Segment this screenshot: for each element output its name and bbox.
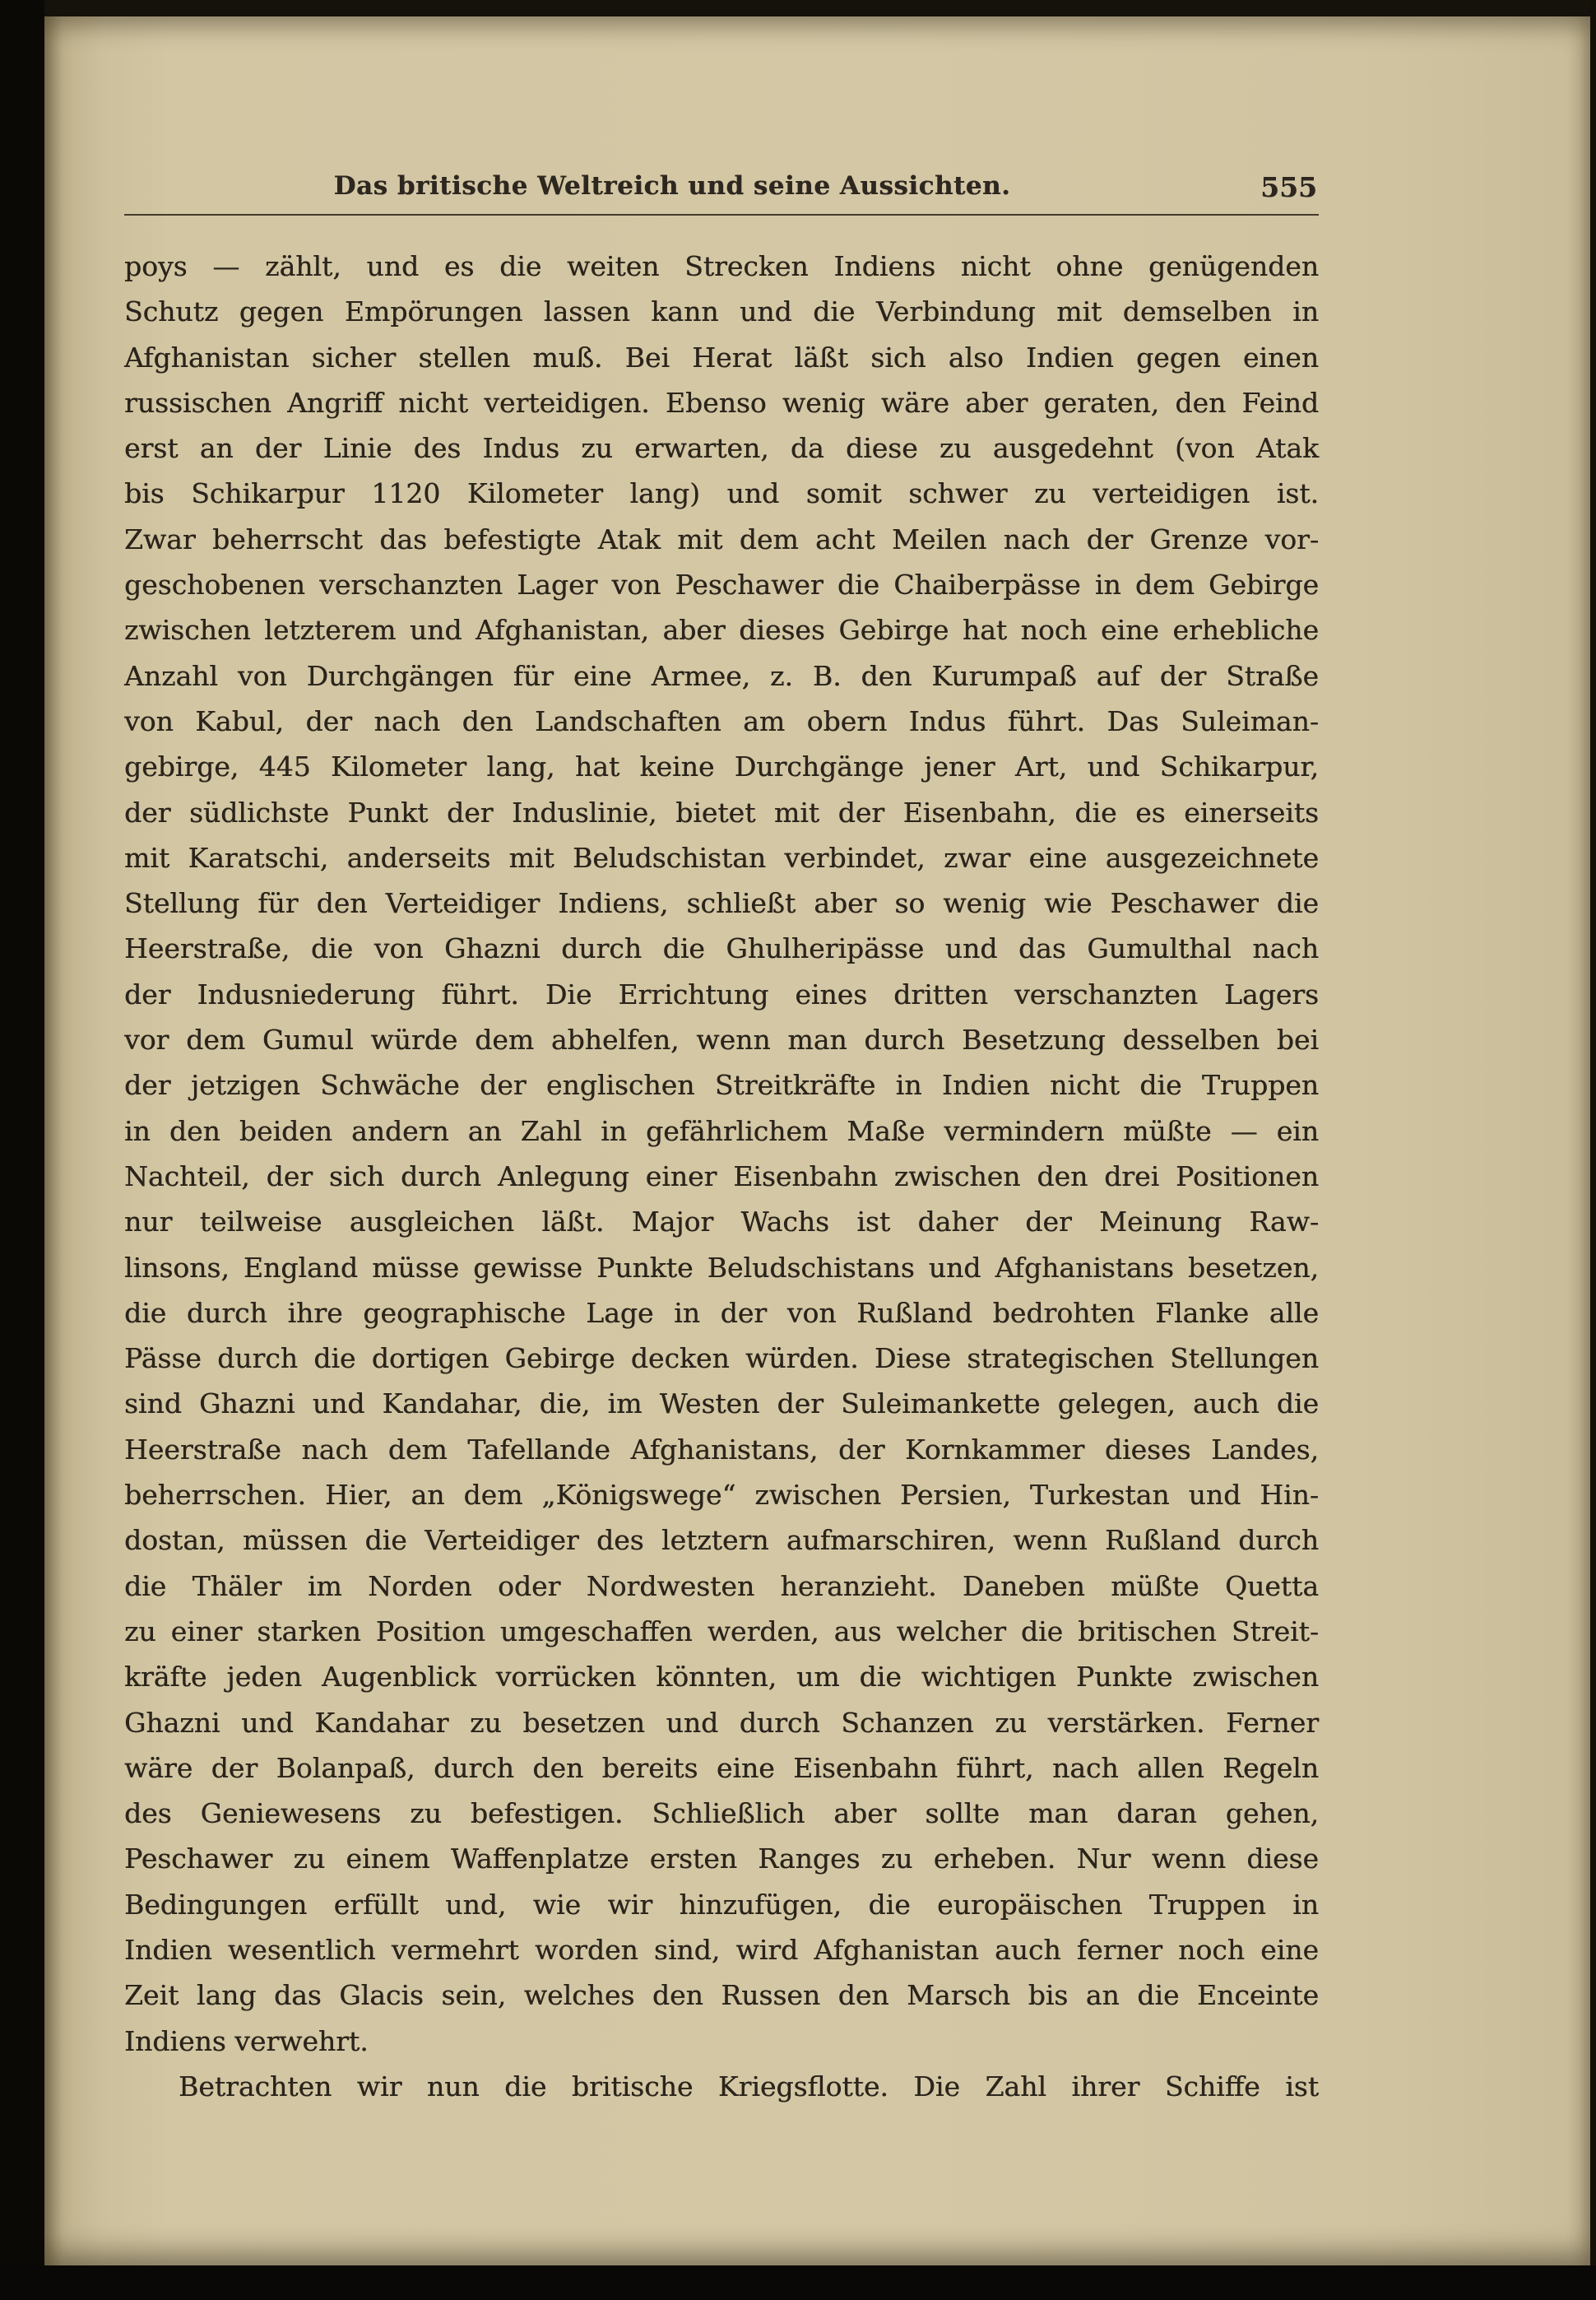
scan-edge-right bbox=[1590, 0, 1596, 2300]
text-line: mit Karatschi, anderseits mit Beludschistan verbindet, zwar eine ausgezeichnete bbox=[124, 841, 1319, 874]
text-line: der jetzigen Schwäche der englischen Streitkräfte in Indien nicht die Truppen bbox=[124, 1069, 1319, 1102]
text-line: wäre der Bolanpaß, durch den bereits eine Eisenbahn führt, nach allen Regeln bbox=[124, 1751, 1319, 1784]
text-line: bis Schikarpur 1120 Kilometer lang) und somit schwer zu verteidigen ist. bbox=[124, 477, 1319, 510]
text-line: in den beiden andern an Zahl in gefährlichem Maße vermindern müßte — ein bbox=[124, 1114, 1319, 1147]
text-line: Heerstraße nach dem Tafellande Afghanistans, der Kornkammer dieses Landes, bbox=[124, 1433, 1319, 1466]
text-line: des Geniewesens zu befestigen. Schließlich aber sollte man daran gehen, bbox=[124, 1797, 1319, 1830]
text-line: Schutz gegen Empörungen lassen kann und die Verbindung mit demselben in bbox=[124, 295, 1319, 328]
text-line: sind Ghazni und Kandahar, die, im Westen der Suleimankette gelegen, auch die bbox=[124, 1387, 1319, 1420]
text-line: poys — zählt, und es die weiten Strecken Indiens nicht ohne genügenden bbox=[124, 250, 1319, 282]
text-line: die durch ihre geographische Lage in der von Rußland bedrohten Flanke alle bbox=[124, 1296, 1319, 1329]
text-line: vor dem Gumul würde dem abhelfen, wenn man durch Besetzung desselben bei bbox=[124, 1024, 1319, 1057]
page-header bbox=[124, 171, 1319, 216]
text-line: gebirge, 445 Kilometer lang, hat keine Durchgänge jener Art, und Schikarpur, bbox=[124, 750, 1319, 783]
text-line: der Indusniederung führt. Die Errichtung eines dritten verschanzten Lagers bbox=[124, 978, 1319, 1011]
text-line: Bedingungen erfüllt und, wie wir hinzufügen, die europäischen Truppen in bbox=[124, 1888, 1319, 1921]
text-line: Anzahl von Durchgängen für eine Armee, z. B. den Kurumpaß auf der Straße bbox=[124, 659, 1319, 692]
text-line: Afghanistan sicher stellen muß. Bei Herat läßt sich also Indien gegen einen bbox=[124, 341, 1319, 374]
running-head-title: Das britische Weltreich und seine Aussichten. bbox=[333, 171, 1011, 201]
text-line: Ghazni und Kandahar zu besetzen und durch Schanzen zu verstärken. Ferner bbox=[124, 1706, 1319, 1739]
text-line: erst an der Linie des Indus zu erwarten, da diese zu ausgedehnt (von Atak bbox=[124, 432, 1319, 465]
text-line: zwischen letzterem und Afghanistan, aber dieses Gebirge hat noch eine erhebliche bbox=[124, 614, 1319, 647]
text-line: geschobenen verschanzten Lager von Peschawer die Chaiberpässe in dem Gebirge bbox=[124, 569, 1319, 602]
text-line: Indiens verwehrt. bbox=[124, 2024, 369, 2057]
text-line: von Kabul, der nach den Landschaften am obern Indus führt. Das Suleiman- bbox=[124, 704, 1319, 737]
scan-edge-top bbox=[0, 0, 1596, 16]
text-line: Peschawer zu einem Waffenplatze ersten Ranges zu erheben. Nur wenn diese bbox=[124, 1842, 1319, 1875]
text-line: Zeit lang das Glacis sein, welches den Russen den Marsch bis an die Enceinte bbox=[124, 1979, 1319, 2012]
text-line: Heerstraße, die von Ghazni durch die Ghulheripässe und das Gumulthal nach bbox=[124, 932, 1319, 965]
text-column bbox=[124, 171, 1319, 2109]
scan-edge-left bbox=[0, 0, 44, 2300]
text-line: Stellung für den Verteidiger Indiens, schließt aber so wenig wie Peschawer die bbox=[124, 887, 1319, 920]
paper bbox=[44, 16, 1590, 2265]
text-line: russischen Angriff nicht verteidigen. Ebenso wenig wäre aber geraten, den Feind bbox=[124, 386, 1319, 419]
text-line: Pässe durch die dortigen Gebirge decken würden. Diese strategischen Stellungen bbox=[124, 1342, 1319, 1375]
scan-edge-bottom bbox=[0, 2265, 1596, 2300]
text-line: dostan, müssen die Verteidiger des letztern aufmarschiren, wenn Rußland durch bbox=[124, 1524, 1319, 1557]
page-body bbox=[124, 244, 1319, 2109]
page-number: 555 bbox=[1260, 171, 1317, 203]
text-line: die Thäler im Norden oder Nordwesten heranzieht. Daneben müßte Quetta bbox=[124, 1569, 1319, 1602]
text-line: Betrachten wir nun die britische Kriegsflotte. Die Zahl ihrer Schiffe ist bbox=[179, 2070, 1319, 2103]
text-line: nur teilweise ausgleichen läßt. Major Wachs ist daher der Meinung Raw- bbox=[124, 1206, 1319, 1238]
text-line: Indien wesentlich vermehrt worden sind, wird Afghanistan auch ferner noch eine bbox=[124, 1933, 1319, 1966]
text-line: Nachteil, der sich durch Anlegung einer Eisenbahn zwischen den drei Positionen bbox=[124, 1159, 1319, 1192]
text-line: zu einer starken Position umgeschaffen werden, aus welcher die britischen Streit- bbox=[124, 1615, 1319, 1647]
text-line: linsons, England müsse gewisse Punkte Beludschistans und Afghanistans besetzen, bbox=[124, 1251, 1319, 1284]
text-line: kräfte jeden Augenblick vorrücken könnten, um die wichtigen Punkte zwischen bbox=[124, 1661, 1319, 1694]
text-line: beherrschen. Hier, an dem „Königswege“ zwischen Persien, Turkestan und Hin- bbox=[124, 1479, 1319, 1512]
text-line: der südlichste Punkt der Induslinie, bietet mit der Eisenbahn, die es einerseits bbox=[124, 796, 1319, 829]
text-line: Zwar beherrscht das befestigte Atak mit dem acht Meilen nach der Grenze vor- bbox=[124, 523, 1319, 555]
